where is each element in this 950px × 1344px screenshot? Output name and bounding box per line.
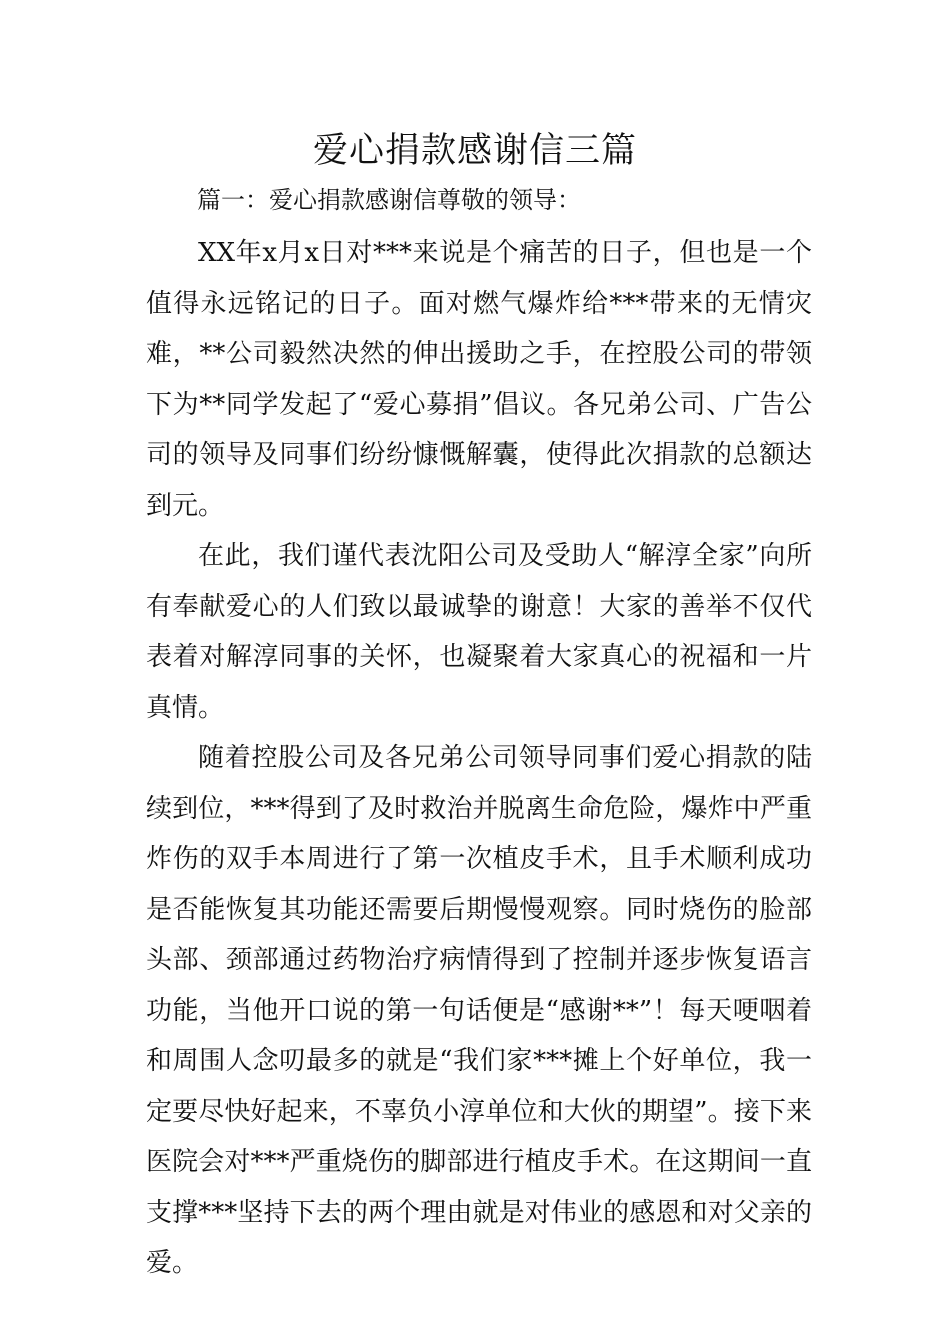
paragraph-1: XX年x月x日对***来说是个痛苦的日子，但也是一个值得永远铭记的日子。面对燃气爆炸给***带来的无情灾难，**公司毅然决然的伸出援助之手，在控股公司的带领下为**同学发起了“爱心募捐”倡议。各兄弟公司、广告公司的领导及同事们纷纷慷慨解囊，使得此次捐款的总额达到元。 — [146, 238, 812, 521]
paragraph-3: 随着控股公司及各兄弟公司领导同事们爱心捐款的陆续到位，***得到了及时救治并脱离生命危险，爆炸中严重炸伤的双手本周进行了第一次植皮手术，且手术顺利成功是否能恢复其功能还需要后期慢慢观察。同时烧伤的脸部头部、颈部通过药物治疗病情得到了控制并逐步恢复语言功能，当他开口说的第一句话便是“感谢**”！每天哽咽着和周围人念叨最多的就是“我们家***摊上个好单位，我一定要尽快好起来，不辜负小淳单位和大伙的期望”。接下来医院会对***严重烧伤的脚部进行植皮手术。在这期间一直支撑***坚持下去的两个理由就是对伟业的感恩和对父亲的爱。 — [146, 743, 812, 1278]
letter-body — [146, 228, 812, 1289]
section-heading: 篇一：爱心捐款感谢信尊敬的领导： — [197, 186, 581, 214]
paragraph-2: 在此，我们谨代表沈阳公司及受助人“解淳全家”向所有奉献爱心的人们致以最诚挚的谢意！大家的善举不仅代表着对解淳同事的关怀，也凝聚着大家真心的祝福和一片真情。 — [146, 541, 812, 723]
document-title: 爱心捐款感谢信三篇 — [312, 131, 637, 171]
